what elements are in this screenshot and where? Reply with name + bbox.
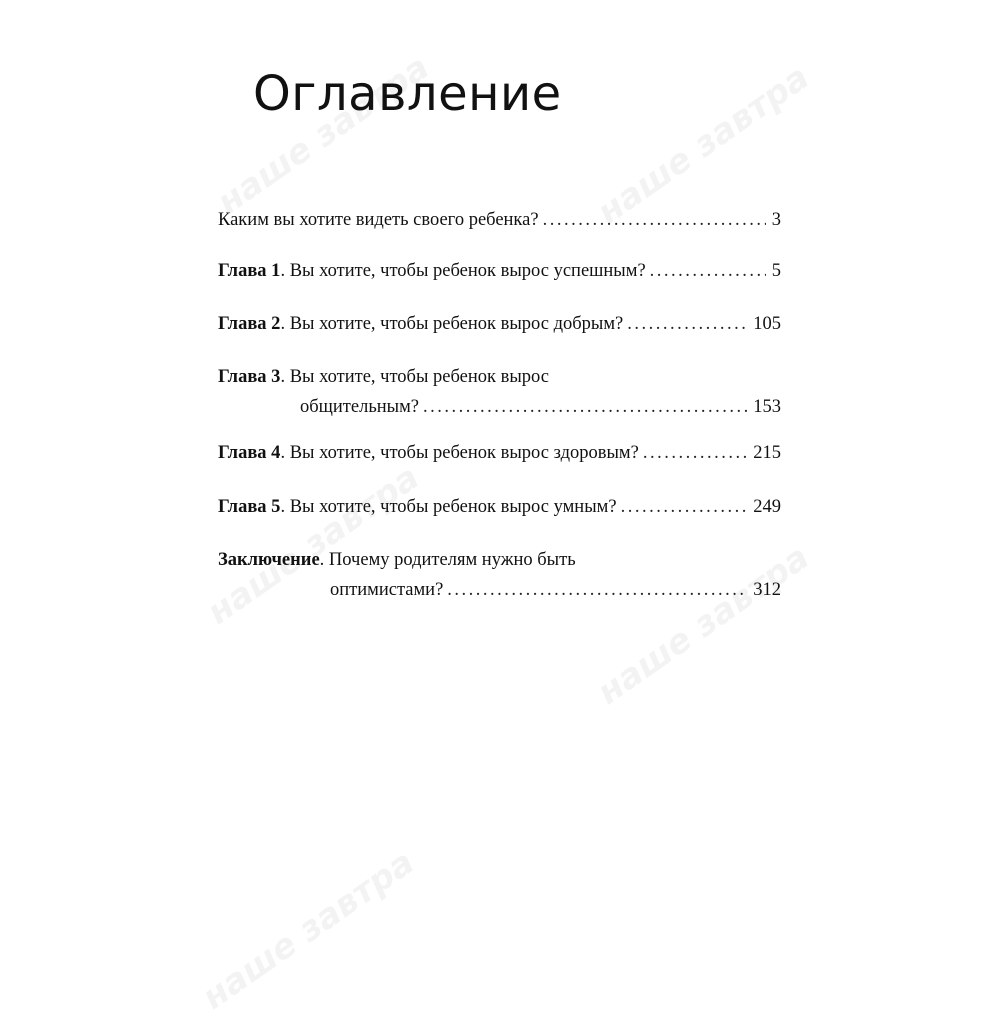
toc-entry-label: Глава 3 — [218, 367, 281, 387]
toc-page-number: 249 — [753, 497, 781, 517]
watermark — [200, 457, 427, 632]
toc-entry-chapter-4[interactable] — [218, 443, 781, 469]
toc-entry-label: Глава 4 — [218, 443, 281, 463]
toc-line — [218, 210, 781, 236]
toc-line: Заключение . Почему родителям нужно быть — [218, 550, 576, 570]
toc-page-number: 215 — [753, 443, 781, 463]
toc-entry-title-continued: общительным? — [300, 397, 420, 417]
toc-entry-chapter-3[interactable] — [218, 367, 781, 423]
toc-line — [218, 397, 781, 423]
toc-entry-intro[interactable] — [218, 210, 781, 236]
toc-line: Глава 1 . Вы хотите, чтобы ребенок вырос успешным? ..... 5 — [218, 261, 781, 287]
dot-leader — [447, 580, 747, 601]
toc-page-number: 3 — [771, 210, 781, 230]
toc-page-number: 312 — [753, 580, 781, 600]
toc-entry-label: Глава 2 — [218, 314, 281, 334]
dot-leader — [643, 443, 747, 464]
watermark — [590, 57, 817, 232]
toc-entry-chapter-5[interactable] — [218, 497, 781, 523]
toc-page-number: 5 — [771, 261, 781, 281]
toc-entry-title: Вы хотите, чтобы ребенок вырос — [289, 367, 549, 387]
toc-entry-label: Глава 5 — [218, 497, 281, 517]
toc-entry-title: Вы хотите, чтобы ребенок вырос добрым? — [289, 314, 624, 334]
toc-entry-chapter-2[interactable] — [218, 314, 781, 340]
watermark — [195, 842, 422, 1017]
toc-entry-chapter-1[interactable] — [218, 261, 781, 287]
toc-line: Глава 5 . Вы хотите, чтобы ребенок вырос умным? ..... 249 — [218, 497, 781, 523]
dot-leader — [423, 397, 747, 418]
toc-line: Глава 4 . Вы хотите, чтобы ребенок вырос здоровым? ..... 215 — [218, 443, 781, 469]
dot-leader — [627, 314, 747, 335]
toc-entry-title: Вы хотите, чтобы ребенок вырос умным? — [289, 497, 617, 517]
toc-page-number: 105 — [753, 314, 781, 334]
toc-line: Глава 2 . Вы хотите, чтобы ребенок вырос добрым? ..... 105 — [218, 314, 781, 340]
toc-page-number: 153 — [753, 397, 781, 417]
toc-entry-title: Почему родителям нужно быть — [328, 550, 576, 570]
toc-entry-title: Вы хотите, чтобы ребенок вырос здоровым? — [289, 443, 639, 463]
toc-entry-title: Вы хотите, чтобы ребенок вырос успешным? — [289, 261, 646, 281]
toc-entry-label: Глава 1 — [218, 261, 281, 281]
toc-line: Глава 3 . Вы хотите, чтобы ребенок вырос — [218, 367, 549, 387]
toc-entry-label: Заключение — [218, 550, 320, 570]
dot-leader — [621, 497, 748, 518]
toc-entry-title: Каким вы хотите видеть своего ребенка? — [218, 210, 539, 230]
dot-leader — [650, 261, 766, 282]
toc-entry-title-continued: оптимистами? — [330, 580, 444, 600]
toc-line — [218, 580, 781, 606]
toc-entry-conclusion[interactable] — [218, 550, 781, 606]
dot-leader — [543, 210, 766, 231]
page-title: Оглавление — [253, 66, 562, 122]
